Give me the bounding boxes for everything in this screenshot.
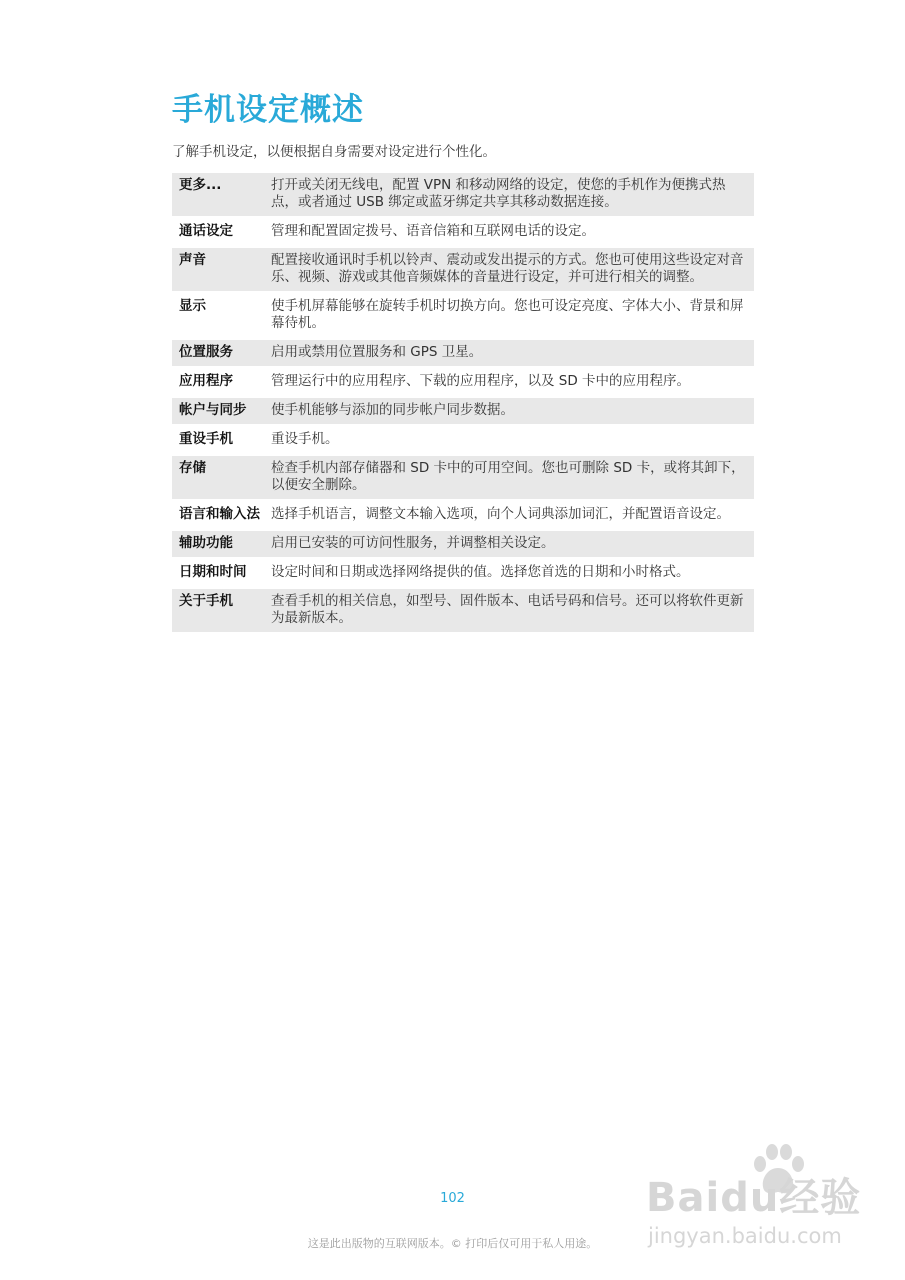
setting-term: 显示 bbox=[179, 298, 206, 314]
intro-text: 了解手机设定，以便根据自身需要对设定进行个性化。 bbox=[172, 144, 496, 160]
setting-term: 语言和输入法 bbox=[179, 506, 260, 522]
setting-term: 位置服务 bbox=[179, 344, 233, 360]
watermark-url: jingyan.baidu.com bbox=[648, 1224, 842, 1248]
setting-description: 启用或禁用位置服务和 GPS 卫星。 bbox=[271, 344, 483, 360]
setting-term: 关于手机 bbox=[179, 593, 233, 609]
setting-description: 重设手机。 bbox=[271, 431, 339, 447]
table-row bbox=[172, 219, 754, 248]
setting-term: 通话设定 bbox=[179, 223, 233, 239]
setting-term: 帐户与同步 bbox=[179, 402, 247, 418]
setting-description: 检查手机内部存储器和 SD 卡中的可用空间。您也可删除 SD 卡，或将其卸下，以便安全删除。 bbox=[271, 460, 745, 493]
setting-term: 日期和时间 bbox=[179, 564, 247, 580]
setting-term: 应用程序 bbox=[179, 373, 233, 389]
table-row bbox=[172, 340, 754, 369]
table-row bbox=[172, 248, 754, 294]
footer-note: 这是此出版物的互联网版本。© 打印后仅可用于私人用途。 bbox=[307, 1237, 598, 1250]
setting-term: 声音 bbox=[179, 252, 206, 268]
setting-description: 打开或关闭无线电，配置 VPN 和移动网络的设定，使您的手机作为便携式热点，或者通过 USB 绑定或蓝牙绑定共享其移动数据连接。 bbox=[271, 177, 726, 210]
table-row bbox=[172, 502, 754, 531]
setting-term: 重设手机 bbox=[179, 431, 233, 447]
table-row bbox=[172, 456, 754, 502]
setting-description: 设定时间和日期或选择网络提供的值。选择您首选的日期和小时格式。 bbox=[271, 564, 690, 580]
setting-description: 管理和配置固定拨号、语音信箱和互联网电话的设定。 bbox=[271, 223, 595, 239]
table-row bbox=[172, 427, 754, 456]
settings-table bbox=[172, 173, 754, 635]
setting-description: 管理运行中的应用程序、下载的应用程序，以及 SD 卡中的应用程序。 bbox=[271, 373, 691, 389]
page-number: 102 bbox=[440, 1191, 465, 1206]
baidu-watermark bbox=[636, 1142, 866, 1262]
setting-term: 辅助功能 bbox=[179, 535, 233, 551]
setting-description: 选择手机语言，调整文本输入选项，向个人词典添加词汇，并配置语音设定。 bbox=[271, 506, 730, 522]
setting-description: 使手机能够与添加的同步帐户同步数据。 bbox=[271, 402, 514, 418]
setting-description: 使手机屏幕能够在旋转手机时切换方向。您也可设定亮度、字体大小、背景和屏幕待机。 bbox=[271, 298, 744, 331]
setting-term: 更多... bbox=[179, 177, 222, 193]
setting-description: 配置接收通讯时手机以铃声、震动或发出提示的方式。您也可使用这些设定对音乐、视频、游戏或其他音频媒体的音量进行设定，并可进行相关的调整。 bbox=[271, 252, 744, 285]
table-row bbox=[172, 173, 754, 219]
setting-term: 存储 bbox=[179, 460, 206, 476]
setting-description: 启用已安装的可访问性服务，并调整相关设定。 bbox=[271, 535, 555, 551]
table-row bbox=[172, 560, 754, 589]
page-title: 手机设定概述 bbox=[172, 92, 364, 128]
table-row bbox=[172, 369, 754, 398]
table-row bbox=[172, 589, 754, 635]
setting-description: 查看手机的相关信息，如型号、固件版本、电话号码和信号。还可以将软件更新为最新版本。 bbox=[271, 593, 744, 626]
table-row bbox=[172, 531, 754, 560]
watermark-logo-text: Baidu经验 bbox=[646, 1175, 862, 1221]
table-row bbox=[172, 294, 754, 340]
table-row bbox=[172, 398, 754, 427]
